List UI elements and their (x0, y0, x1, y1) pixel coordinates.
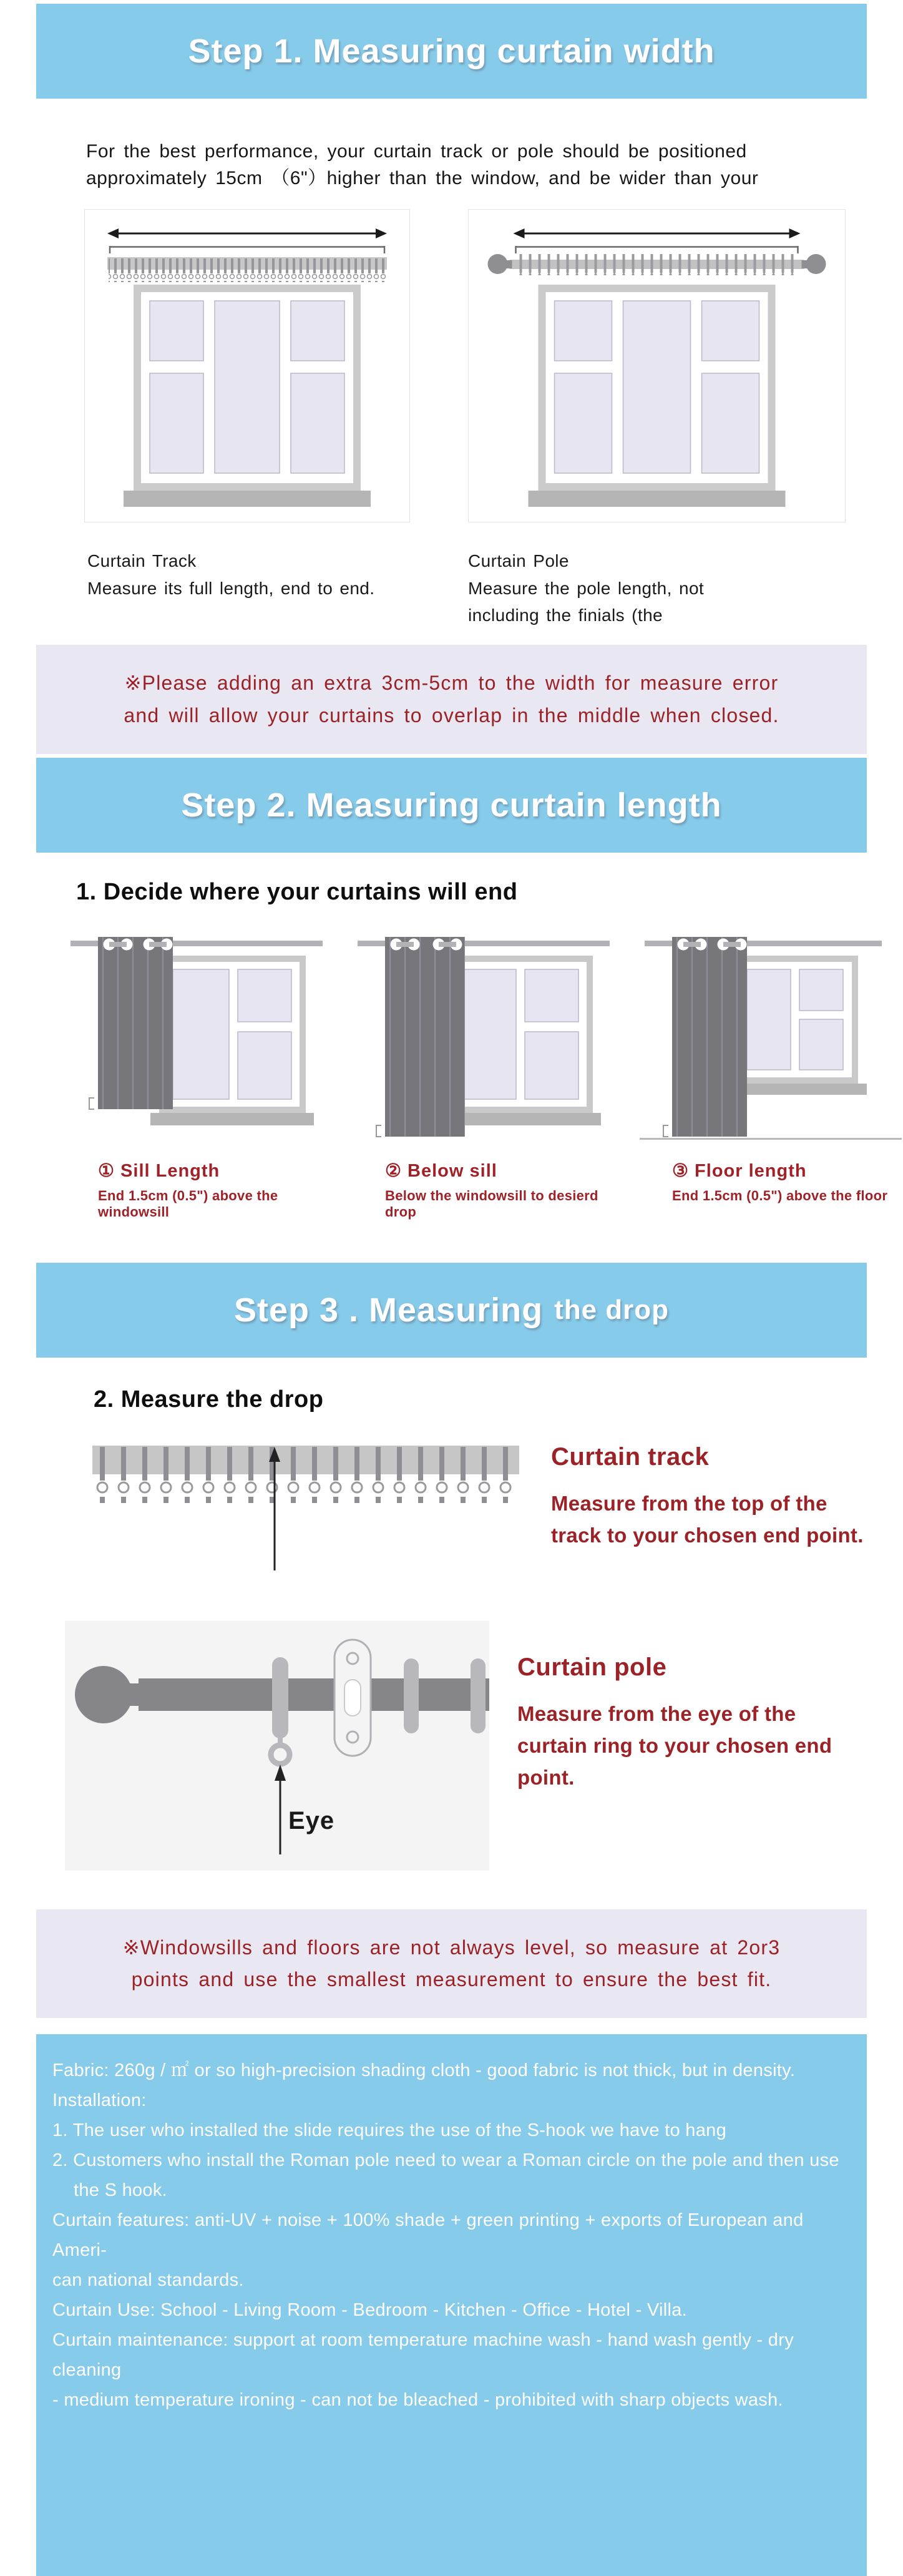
curtain-track-body-line2: track to your chosen end point. (551, 1523, 864, 1547)
step1-banner (36, 4, 867, 99)
left-finial (488, 254, 508, 274)
info-line-features-2: can national standards. (52, 2270, 244, 2291)
step1-intro-line2: approximately 15cm （6"）higher than the window, and be wider than your (86, 167, 759, 189)
measure-bracket (663, 1125, 668, 1137)
curtain-panel-graphic (663, 937, 747, 1137)
step2-heading: 1. Decide where your curtains will end (76, 878, 518, 905)
curtain-track-window-diagram (85, 210, 409, 522)
curtain-track-drop-row (92, 1441, 903, 1575)
curtain-track-graphic (107, 257, 387, 282)
drop-note-line2: points and use the smallest measurement to ensure the best fit. (131, 1967, 772, 1991)
curtain-panel-graphic (376, 937, 465, 1137)
curtain-length-options-row (66, 931, 903, 1220)
curtain-track-caption-body: Measure its full length, end to end. (87, 578, 375, 598)
drop-note-line1: ※Windowsills and floors are not always level, so measure at 2or3 (122, 1936, 781, 1959)
step2-banner (36, 758, 867, 853)
width-measure-arrow (107, 228, 387, 253)
curtain-pole-window-panel (468, 209, 846, 522)
curtain-pole-body-line2: curtain ring to your chosen end (517, 1733, 832, 1757)
info-line-use: Curtain Use: School - Living Room - Bedroom - Kitchen - Office - Hotel - Villa. (52, 2300, 688, 2321)
curtain-pole-drop-diagram (65, 1621, 489, 1871)
curtain-pole-caption-line2: including the finials (the (468, 605, 663, 625)
finial (75, 1666, 132, 1723)
below-sill-caption (353, 1160, 615, 1220)
curtain-pole-drop-row (65, 1621, 903, 1871)
curtain-track-text (551, 1441, 864, 1575)
step3-banner (36, 1263, 867, 1358)
option-sill-length (66, 931, 328, 1220)
info-line-maintenance-2: - medium temperature ironing - can not be bleached - prohibited with sharp objects wash. (52, 2390, 783, 2411)
step1-captions-row (87, 547, 903, 629)
curtain-pole-text (517, 1621, 832, 1871)
below-sill-diagram (353, 931, 615, 1146)
option-floor-length (640, 931, 902, 1220)
eye-label: Eye (288, 1806, 335, 1834)
eye-ring-graphic (271, 1657, 290, 1764)
window-graphic (150, 956, 314, 1125)
step3-banner-subtitle: the drop (554, 1294, 670, 1325)
curtain-track-drop-diagram (92, 1441, 523, 1575)
curtain-pole-body-line3: point. (517, 1766, 575, 1790)
info-line-install-1: 1. The user who installed the slide requires the use of the S-hook we have to hang (52, 2120, 726, 2141)
sill-length-caption (66, 1160, 328, 1220)
curtain-pole-caption (468, 547, 818, 629)
width-note-line2: and will allow your curtains to overlap in the middle when closed. (124, 703, 779, 727)
width-note-line1: ※Please adding an extra 3cm-5cm to the width for measure error (124, 672, 779, 695)
curtain-pole-caption-line1: Measure the pole length, not (468, 578, 705, 598)
window-graphic (529, 285, 786, 507)
info-line-fabric: Fabric: 260g / ㎡ or so high-precision shading cloth - good fabric is not thick, but in density. (52, 2060, 796, 2081)
drop-measure-note (36, 1909, 867, 2018)
curtain-track-window-panel (84, 209, 410, 522)
curtain-pole-title: Curtain pole (517, 1653, 667, 1681)
curtain-pole-caption-title: Curtain Pole (468, 551, 569, 571)
sill-length-title: ① Sill Length (98, 1160, 220, 1181)
curtain-pole-body-line1: Measure from the eye of the (517, 1702, 796, 1725)
eye-pointer-arrow (275, 1765, 286, 1854)
curtain-panel-graphic (89, 937, 173, 1109)
curtain-track-caption (87, 547, 409, 629)
step1-intro-paragraph (86, 139, 859, 192)
info-line-features: Curtain features: anti-UV + noise + 100% shade + green printing + exports of European and Ameri- (52, 2210, 804, 2261)
step1-intro-line1: For the best performance, your curtain track or pole should be positioned (86, 141, 747, 162)
curtain-track-body-line1: Measure from the top of the (551, 1491, 827, 1515)
curtain-track-body (551, 1487, 864, 1551)
sill-length-desc: End 1.5cm (0.5") above the windowsill (98, 1187, 278, 1220)
step2-banner-title: Step 2. Measuring curtain length (181, 786, 722, 824)
info-line-maintenance: Curtain maintenance: support at room temperature machine wash - hand wash gently - dry cleaning (52, 2330, 794, 2381)
floor-length-caption (640, 1160, 902, 1204)
wall-bracket-graphic (334, 1640, 371, 1756)
fabric-info-section (36, 2034, 867, 2576)
below-sill-title: ② Below sill (385, 1160, 497, 1181)
width-measure-note (36, 645, 867, 753)
measure-bracket (89, 1098, 94, 1109)
step3-heading: 2. Measure the drop (94, 1386, 324, 1413)
curtain-pole-body (517, 1698, 832, 1793)
curtain-track-caption-title: Curtain Track (87, 551, 197, 571)
sill-length-diagram (66, 931, 328, 1146)
right-finial (806, 254, 826, 274)
info-line-install-2: 2. Customers who install the Roman pole need to wear a Roman circle on the pole and then use (52, 2150, 839, 2171)
measure-bracket (376, 1125, 381, 1137)
step1-banner-title: Step 1. Measuring curtain width (188, 32, 715, 70)
curtain-pole-window-diagram (469, 210, 845, 522)
curtain-track-title: Curtain track (551, 1442, 710, 1471)
info-line-install-2b: the S hook. (74, 2180, 168, 2201)
option-below-sill (353, 931, 615, 1220)
curtain-pole-graphic (488, 254, 826, 275)
window-graphic (124, 285, 371, 507)
step3-banner-title: Step 3 . Measuring (233, 1291, 544, 1329)
width-measure-arrow (514, 228, 801, 253)
below-sill-desc: Below the windowsill to desierd drop (385, 1187, 598, 1220)
step1-diagrams-row (84, 209, 903, 522)
floor-length-diagram (640, 931, 902, 1146)
floor-line (640, 1138, 902, 1140)
curtain-pole-drop-panel (65, 1621, 489, 1871)
floor-length-title: ③ Floor length (672, 1160, 807, 1181)
info-line-installation: Installation: (52, 2090, 147, 2111)
curtain-track-graphic (92, 1446, 519, 1503)
floor-length-desc: End 1.5cm (0.5") above the floor (672, 1187, 888, 1203)
